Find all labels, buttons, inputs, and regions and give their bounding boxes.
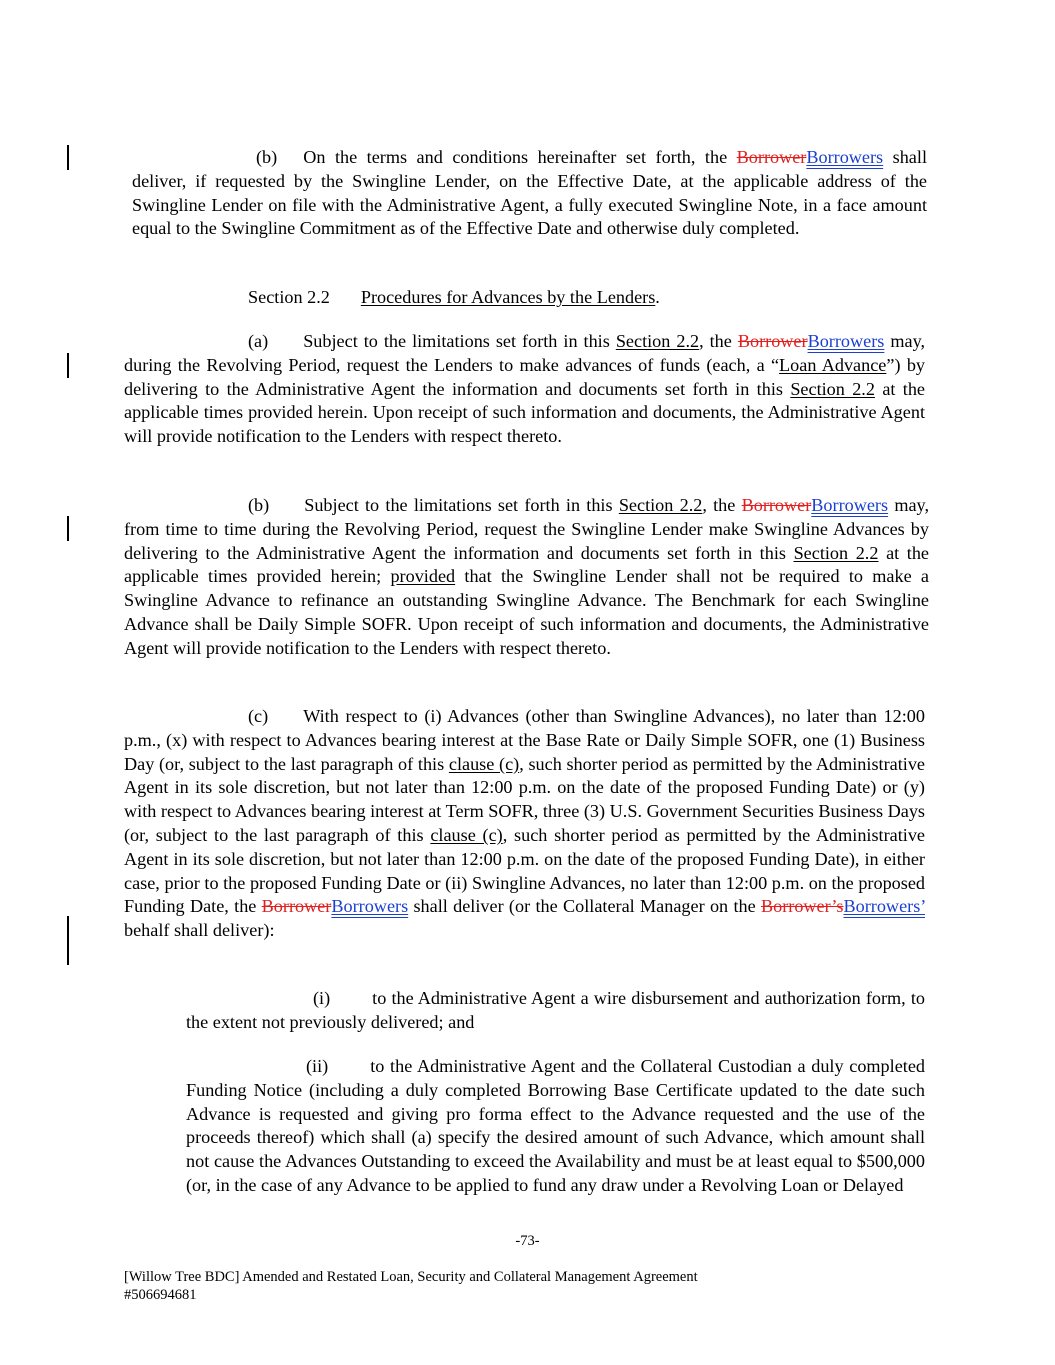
section-number: Section 2.2 <box>248 287 330 307</box>
inserted-text: Borrowers <box>806 147 884 167</box>
sub-item-ii: (ii) to the Administrative Agent and the Collateral Custodian a duly completed Funding Notice (including a duly completed Borrowing Base Certificate updated to the date such Advance is requested and giving pro forma effect to the Advance requested and the use of the proceeds thereof) which shall (a) specify the desired amount of such Advance, which amount shall not cause the Advances Outstanding to exceed the Availability and must be at least equal to $500,000 (or, in the case of any Advance to be applied to fund any draw under a Revolving Loan or Delayed <box>186 1056 925 1195</box>
item-label: (ii) <box>306 1056 329 1076</box>
footer-doc-id: #506694681 <box>124 1287 197 1303</box>
inserted-text: Borrowers <box>811 495 889 515</box>
paragraph-b-swingline-note: (b) On the terms and conditions hereinafter set forth, the BorrowerBorrowers shall deliver, if requested by the Swingline Lender, on the Effective Date, at the applicable address of the Swingline Lender on file with the Administrative Agent, a fully executed Swingline Note, in a face amount equal to the Swingline Commitment as of the Effective Date and otherwise duly completed. <box>132 147 927 239</box>
paragraph-c-timing: (c) With respect to (i) Advances (other than Swingline Advances), no later than 12:00 p.m., (x) with respect to Advances bearing interest at the Base Rate or Daily Simple SOFR, one (1) Business Day (or, subject to the last paragraph of this clause (c), such shorter period as permitted by the Administrative Agent in its sole discretion, but not later than 12:00 p.m. on the date of the proposed Funding Date) or (y) with respect to Advances bearing interest at Term SOFR, three (3) U.S. Government Securities Business Days (or, subject to the last paragraph of this clause (c), such shorter period as permitted by the Administrative Agent in its sole discretion, but not later than 12:00 p.m. on the date of the proposed Funding Date), in either case, prior to the proposed Funding Date or (ii) Swingline Advances, no later than 12:00 p.m. on the proposed Funding Date, the BorrowerBorrowers shall deliver (or the Collateral Manager on the Borrower’sBorrowers’ behalf shall deliver): <box>124 706 925 941</box>
section-reference: Section 2.2 <box>618 495 703 515</box>
clause-reference: clause (c) <box>430 824 503 845</box>
page-number: -73- <box>515 1233 540 1249</box>
para-label: (c) <box>248 706 269 726</box>
inserted-text: Borrowers <box>807 331 885 351</box>
paragraph-b-swingline-advances: (b) Subject to the limitations set forth in this Section 2.2, the BorrowerBorrowers may, from time to time during the Revolving Period, request the Swingline Lender make Swingline Advances by delivering to the Administrative Agent the information and documents set forth in this Section 2.2 at the applicable times provided herein; provided that the Swingline Lender shall not be required to make a Swingline Advance to refinance an outstanding Swingline Advance. The Benchmark for each Swingline Advance shall be Daily Simple SOFR. Upon receipt of such information and documents, the Administrative Agent will provide notification to the Lenders with respect thereto. <box>124 495 930 658</box>
para-label: (b) <box>256 147 278 167</box>
section-reference: Section 2.2 <box>790 378 875 399</box>
change-bar <box>67 353 69 378</box>
inserted-text: Borrowers’ <box>843 896 925 917</box>
provided-term: provided <box>390 566 456 587</box>
footer-title: [Willow Tree BDC] Amended and Restated Loan, Security and Collateral Management Agreement <box>124 1269 698 1285</box>
change-bar <box>67 516 69 541</box>
para-label: (a) <box>248 331 269 351</box>
para-label: (b) <box>248 495 270 515</box>
deleted-text: Borrower <box>737 331 808 351</box>
section-heading: Section 2.2 Procedures for Advances by the Lenders. <box>248 287 660 307</box>
sub-item-i: (i) to the Administrative Agent a wire disbursement and authorization form, to the extent not previously delivered; and <box>186 988 925 1032</box>
change-bar <box>67 916 69 965</box>
section-title: Procedures for Advances by the Lenders <box>360 287 656 307</box>
deleted-text: Borrower <box>261 896 332 917</box>
deleted-text: Borrower <box>736 147 807 167</box>
defined-term: Loan Advance <box>779 354 887 375</box>
paragraph-a-loan-advance: (a) Subject to the limitations set forth in this Section 2.2, the BorrowerBorrowers may, during the Revolving Period, request the Lenders to make advances of funds (each, a “Loan Advance”) by delivering to the Administrative Agent the information and documents set forth in this Section 2.2 at the applicable times provided herein. Upon receipt of such information and documents, the Administrative Agent will provide notification to the Lenders with respect thereto. <box>124 331 926 447</box>
section-reference: Section 2.2 <box>615 331 700 351</box>
clause-reference: clause (c) <box>448 753 520 774</box>
deleted-text: Borrower’s <box>760 896 844 917</box>
section-reference: Section 2.2 <box>793 542 879 563</box>
item-label: (i) <box>313 988 331 1008</box>
inserted-text: Borrowers <box>331 896 409 917</box>
deleted-text: Borrower <box>741 495 812 515</box>
change-bar <box>67 145 69 170</box>
